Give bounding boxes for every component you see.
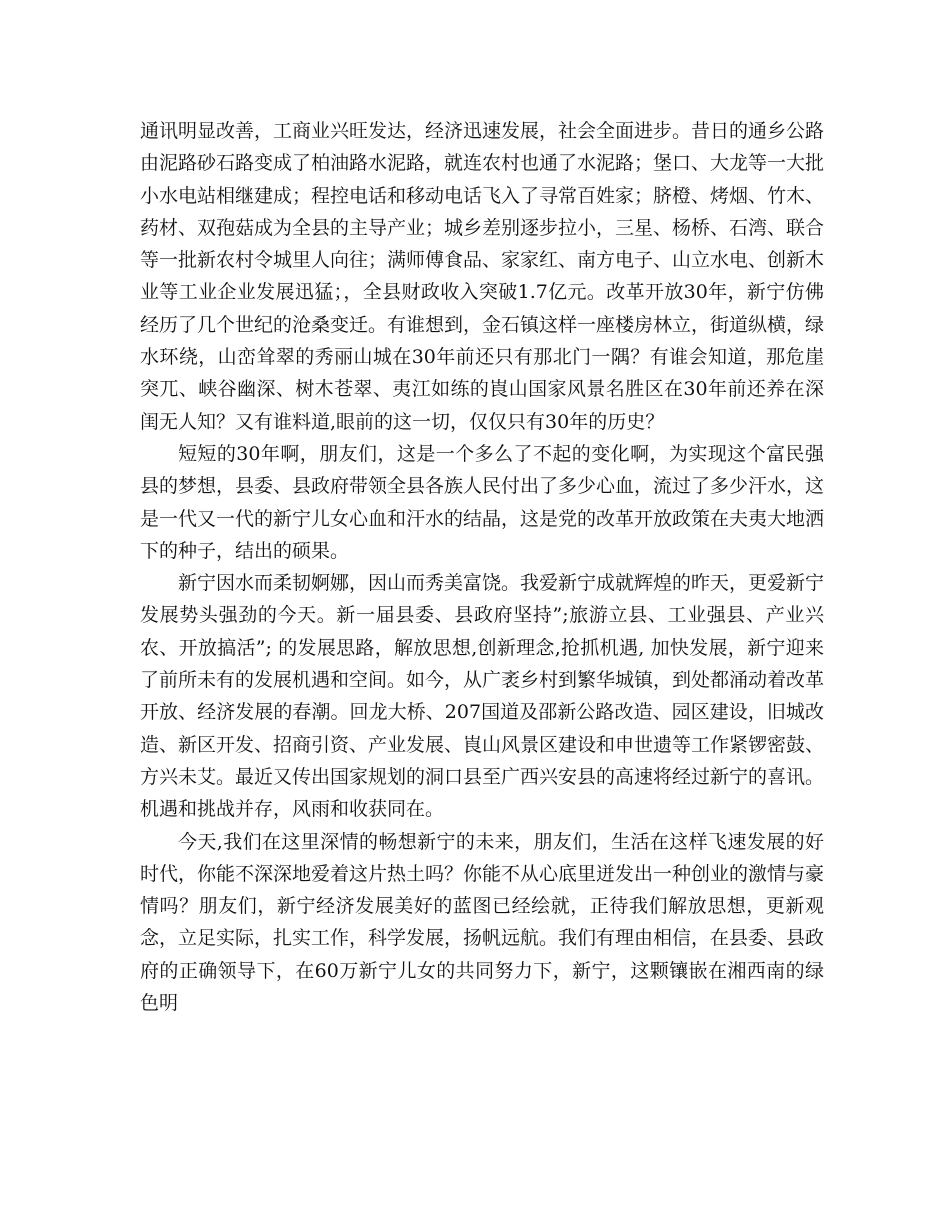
document-body [140, 115, 824, 1019]
paragraph-3: 新宁因水而柔韧婀娜，因山而秀美富饶。我爱新宁成就辉煌的昨天，更爱新宁发展势头强劲的今天。新一届县委、县政府坚持”;旅游立县、工业强县、产业兴农、开放搞活”; 的发展思路，解放思想,创新理念,抢抓机遇, 加快发展，新宁迎来了前所未有的发展机遇和空间。如今，从广袤乡村到繁华城镇，到处都涌动着改革开放、经济发展的春潮。回龙大桥、207国道及邵新公路改造、园区建设，旧城改造、新区开发、招商引资、产业发展、崀山风景区建设和申世遗等工作紧锣密鼓、方兴未艾。最近又传出国家规划的洞口县至广西兴安县的高速将经过新宁的喜讯。机遇和挑战并存，风雨和收获同在。 [140, 572, 825, 821]
paragraph-4: 今天,我们在这里深情的畅想新宁的未来，朋友们，生活在这样飞速发展的好时代，你能不深深地爱着这片热土吗？你能不从心底里迸发出一种创业的激情与豪情吗？朋友们，新宁经济发展美好的蓝图已经绘就，正待我们解放思想，更新观念，立足实际，扎实工作，科学发展，扬帆远航。我们有理由相信，在县委、县政府的正确领导下，在60万新宁儿女的共同努力下，新宁，这颗镶嵌在湘西南的绿色明 [140, 830, 825, 1015]
paragraph-2: 短短的30年啊，朋友们，这是一个多么了不起的变化啊，为实现这个富民强县的梦想，县委、县政府带领全县各族人民付出了多少心血，流过了多少汗水，这是一代又一代的新宁儿女心血和汗水的结晶，这是党的改革开放政策在夫夷大地洒下的种子，结出的硕果。 [140, 442, 825, 562]
paragraph-1: 通讯明显改善，工商业兴旺发达，经济迅速发展，社会全面进步。昔日的通乡公路由泥路砂石路变成了柏油路水泥路，就连农村也通了水泥路；堡口、大龙等一大批小水电站相继建成；程控电话和移动电话飞入了寻常百姓家；脐橙、烤烟、竹木、药材、双孢菇成为全县的主导产业；城乡差别逐步拉小，三星、杨桥、石湾、联合等一批新农村令城里人向往；满师傅食品、家家红、南方电子、山立水电、创新木业等工业企业发展迅猛；，全县财政收入突破1.7亿元。改革开放30年，新宁仿佛经历了几个世纪的沧桑变迁。有谁想到，金石镇这样一座楼房林立，街道纵横，绿水环绕，山峦耸翠的秀丽山城在30年前还只有那北门一隅？有谁会知道，那危崖突兀、峡谷幽深、树木苍翠、夷江如练的崀山国家风景名胜区在30年前还养在深闺无人知？又有谁料道,眼前的这一切，仅仅只有30年的历史？ [140, 120, 825, 433]
